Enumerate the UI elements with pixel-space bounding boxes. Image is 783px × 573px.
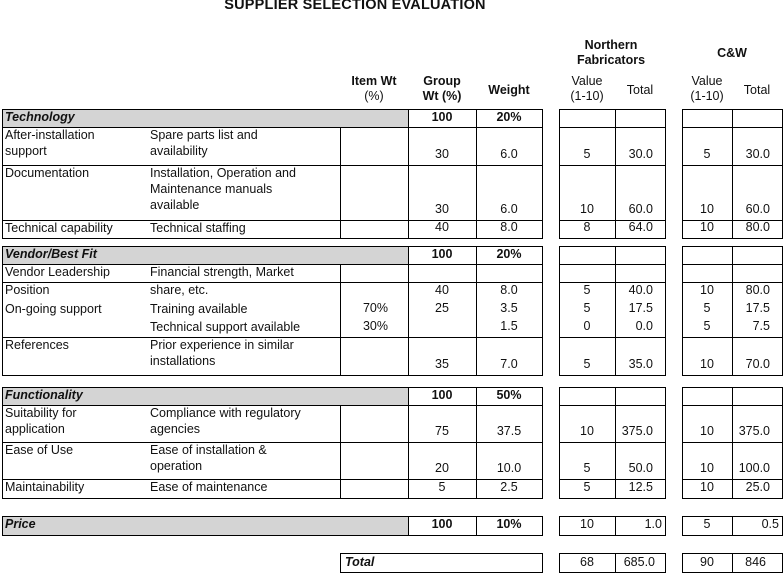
header-s1-value — [559, 74, 615, 104]
s1-value: 8 — [583, 220, 591, 234]
s2-value: 10 — [700, 357, 714, 371]
s2-total: 25.0 — [745, 480, 770, 494]
grid-line — [682, 264, 683, 376]
criterion-description: Technical staffing — [150, 221, 246, 235]
grid-line — [2, 238, 543, 239]
grid-line — [559, 442, 666, 443]
grid-line — [340, 553, 341, 572]
grid-line — [682, 405, 683, 499]
total-s2-value: 90 — [700, 555, 714, 569]
grid-line — [340, 282, 341, 375]
criterion-description: Ease of maintenance — [150, 480, 268, 494]
grid-line — [615, 264, 616, 376]
grid-line — [559, 375, 666, 376]
header-group-wt — [408, 74, 476, 104]
criterion-label: Documentation — [5, 166, 90, 180]
grid-line — [559, 337, 666, 338]
grid-line — [559, 246, 560, 265]
criterion-description: share, etc. — [150, 283, 209, 297]
s2-value: 10 — [700, 461, 714, 475]
grid-line — [476, 405, 477, 499]
weight-value: 6.0 — [500, 202, 518, 216]
section-s1-value: 10 — [580, 517, 594, 531]
s2-value: 5 — [703, 319, 711, 333]
s2-total: 70.0 — [745, 357, 770, 371]
grid-line — [559, 127, 560, 239]
criterion-description: Ease of installation & — [150, 443, 267, 457]
s2-total: 100.0 — [738, 461, 770, 475]
s1-value: 5 — [583, 357, 591, 371]
criterion-label: Technical capability — [5, 221, 113, 235]
weight-value: 3.5 — [500, 301, 518, 315]
s2-total: 7.5 — [752, 319, 770, 333]
grid-line — [408, 405, 409, 499]
grid-line — [2, 387, 3, 405]
header-s1-value-line2: (1-10) — [570, 89, 604, 103]
criterion-description: available — [150, 198, 200, 212]
total-s1-value: 68 — [580, 555, 594, 569]
criterion-label: Suitability for — [5, 406, 77, 420]
criterion-description: Prior experience in similar — [150, 338, 294, 352]
s1-total: 64.0 — [628, 220, 653, 234]
grid-line — [615, 405, 616, 499]
s1-value: 10 — [580, 424, 594, 438]
header-s2-value-line1: Value — [691, 74, 723, 88]
grid-line — [665, 109, 666, 128]
group-weight: 35 — [435, 357, 449, 371]
group-weight: 30 — [435, 202, 449, 216]
grid-line — [665, 516, 666, 536]
grid-line — [665, 405, 666, 499]
grid-line — [559, 109, 560, 128]
header-group-wt-line2: Wt (%) — [422, 89, 462, 103]
s2-value: 10 — [700, 202, 714, 216]
grid-line — [340, 553, 543, 554]
criterion-label: Vendor Leadership — [5, 265, 110, 279]
section-weight: 50% — [496, 388, 522, 402]
s2-total: 80.0 — [745, 220, 770, 234]
criterion-label: After-installation — [5, 128, 95, 142]
grid-line — [682, 246, 683, 265]
grid-line — [2, 109, 3, 127]
weight-value: 10.0 — [496, 461, 522, 475]
criterion-description: Technical support available — [150, 320, 301, 334]
weight-value: 7.0 — [500, 357, 518, 371]
criterion-label: application — [5, 422, 65, 436]
grid-line — [559, 238, 666, 239]
header-weight: Weight — [488, 83, 530, 97]
grid-line — [559, 109, 666, 110]
grid-line — [2, 127, 3, 239]
criterion-description: Financial strength, Market — [150, 265, 294, 279]
weight-value: 8.0 — [500, 283, 518, 297]
section-name: Vendor/Best Fit — [5, 247, 97, 261]
s2-total: 17.5 — [745, 301, 770, 315]
grid-line — [732, 246, 733, 265]
section-group-wt: 100 — [431, 247, 453, 261]
s1-total: 375.0 — [621, 424, 653, 438]
s1-total: 60.0 — [628, 202, 653, 216]
header-item-wt-line2: (%) — [364, 89, 384, 103]
header-s1-value-line1: Value — [571, 74, 603, 88]
grid-line — [559, 498, 666, 499]
group-weight: 20 — [435, 461, 449, 475]
criterion-label: Ease of Use — [5, 443, 74, 457]
header-item-wt-line1: Item Wt — [351, 74, 397, 88]
grid-line — [542, 553, 543, 573]
header-supplier1-line1: Northern — [584, 38, 638, 52]
grid-line — [665, 264, 666, 376]
s1-value: 5 — [583, 480, 591, 494]
s2-value: 10 — [700, 220, 714, 234]
grid-line — [682, 109, 683, 128]
criterion-description: Compliance with regulatory — [150, 406, 301, 420]
grid-line — [408, 127, 409, 239]
criterion-label: On-going support — [5, 302, 102, 316]
grid-line — [542, 405, 543, 499]
criterion-description: availability — [150, 144, 208, 158]
s1-value: 0 — [583, 319, 591, 333]
s2-total: 30.0 — [745, 147, 770, 161]
s1-value: 5 — [583, 301, 591, 315]
grid-line — [559, 246, 666, 247]
grid-line — [542, 264, 543, 376]
criterion-description: agencies — [150, 422, 201, 436]
grid-line — [2, 405, 3, 499]
header-s2-total: Total — [743, 83, 771, 97]
total-s2-total: 846 — [745, 555, 766, 569]
s1-value: 5 — [583, 147, 591, 161]
criterion-label: Maintainability — [5, 480, 85, 494]
criterion-description: operation — [150, 459, 203, 473]
section-name: Functionality — [5, 388, 83, 402]
s1-total: 30.0 — [628, 147, 653, 161]
grid-line — [615, 387, 616, 406]
grid-line — [682, 387, 683, 406]
grid-line — [732, 127, 733, 239]
total-label: Total — [345, 555, 375, 569]
section-s2-value: 5 — [703, 517, 711, 531]
group-weight: 25 — [435, 301, 449, 315]
grid-line — [665, 246, 666, 265]
header-group-wt-line1: Group — [423, 74, 461, 88]
grid-line — [665, 387, 666, 406]
grid-line — [559, 165, 666, 166]
section-group-wt: 100 — [431, 110, 453, 124]
grid-line — [340, 405, 341, 499]
s2-total: 80.0 — [745, 283, 770, 297]
grid-line — [559, 264, 560, 376]
item-weight: 70% — [362, 301, 388, 315]
weight-value: 37.5 — [496, 424, 522, 438]
header-s1-total: Total — [626, 83, 654, 97]
grid-line — [2, 264, 3, 376]
header-supplier2: C&W — [717, 46, 747, 60]
grid-line — [665, 127, 666, 239]
header-s2-value-line2: (1-10) — [690, 89, 724, 103]
grid-line — [2, 375, 543, 376]
weight-value: 2.5 — [500, 480, 518, 494]
section-name: Price — [5, 517, 36, 531]
section-s2-total: 0.5 — [761, 517, 779, 531]
s1-total: 17.5 — [628, 301, 653, 315]
grid-line — [559, 405, 666, 406]
group-weight: 30 — [435, 147, 449, 161]
header-item-wt — [340, 74, 408, 104]
s2-total: 60.0 — [745, 202, 770, 216]
s1-value: 5 — [583, 461, 591, 475]
s2-value: 10 — [700, 480, 714, 494]
page-title: SUPPLIER SELECTION EVALUATION — [224, 0, 486, 13]
group-weight: 5 — [438, 480, 446, 494]
section-weight: 20% — [496, 247, 522, 261]
grid-line — [2, 516, 3, 535]
grid-line — [542, 516, 543, 536]
s2-total: 375.0 — [738, 424, 770, 438]
s1-total: 12.5 — [628, 480, 653, 494]
grid-line — [542, 109, 543, 128]
grid-line — [559, 553, 666, 554]
header-supplier1 — [559, 38, 663, 68]
section-group-wt: 100 — [431, 388, 453, 402]
grid-line — [2, 498, 543, 499]
grid-line — [2, 535, 543, 536]
s1-total: 0.0 — [635, 319, 653, 333]
grid-line — [732, 109, 733, 128]
s2-value: 10 — [700, 283, 714, 297]
grid-line — [340, 127, 341, 239]
grid-line — [665, 553, 666, 573]
criterion-description: Training available — [150, 302, 248, 316]
grid-line — [559, 127, 666, 128]
grid-line — [732, 387, 733, 406]
s2-value: 5 — [703, 301, 711, 315]
grid-line — [559, 387, 666, 388]
grid-line — [732, 405, 733, 499]
s1-value: 10 — [580, 202, 594, 216]
grid-line — [559, 405, 560, 499]
grid-line — [542, 246, 543, 265]
s1-total: 50.0 — [628, 461, 653, 475]
criterion-description: Installation, Operation and — [150, 166, 296, 180]
criterion-description: installations — [150, 354, 216, 368]
grid-line — [476, 264, 477, 376]
criterion-label: References — [5, 338, 69, 352]
grid-line — [559, 387, 560, 406]
group-weight: 40 — [435, 283, 449, 297]
grid-line — [2, 246, 3, 264]
section-group-wt: 100 — [431, 517, 453, 531]
s1-total: 35.0 — [628, 357, 653, 371]
weight-value: 8.0 — [500, 220, 518, 234]
item-weight: 30% — [362, 319, 388, 333]
s2-value: 5 — [703, 147, 711, 161]
header-s2-value — [682, 74, 732, 104]
section-weight: 20% — [496, 110, 522, 124]
grid-line — [615, 109, 616, 128]
grid-line — [542, 127, 543, 239]
grid-line — [476, 127, 477, 239]
section-s1-total: 1.0 — [644, 517, 662, 531]
grid-line — [732, 264, 733, 376]
total-s1-total: 685.0 — [623, 555, 655, 569]
grid-line — [559, 535, 666, 536]
criterion-description: Spare parts list and — [150, 128, 258, 142]
weight-value: 1.5 — [500, 319, 518, 333]
criterion-label: support — [5, 144, 47, 158]
group-weight: 40 — [435, 220, 449, 234]
section-name: Technology — [5, 110, 75, 124]
criterion-label: Position — [5, 283, 50, 297]
section-weight: 10% — [496, 517, 522, 531]
s1-value: 5 — [583, 283, 591, 297]
group-weight: 75 — [435, 424, 449, 438]
grid-line — [559, 264, 666, 265]
grid-line — [542, 387, 543, 406]
weight-value: 6.0 — [500, 147, 518, 161]
criterion-description: Maintenance manuals — [150, 182, 273, 196]
grid-line — [615, 246, 616, 265]
grid-line — [682, 127, 683, 239]
s2-value: 10 — [700, 424, 714, 438]
s1-total: 40.0 — [628, 283, 653, 297]
header-supplier1-line2: Fabricators — [576, 53, 646, 67]
grid-line — [615, 127, 616, 239]
grid-line — [408, 282, 409, 375]
